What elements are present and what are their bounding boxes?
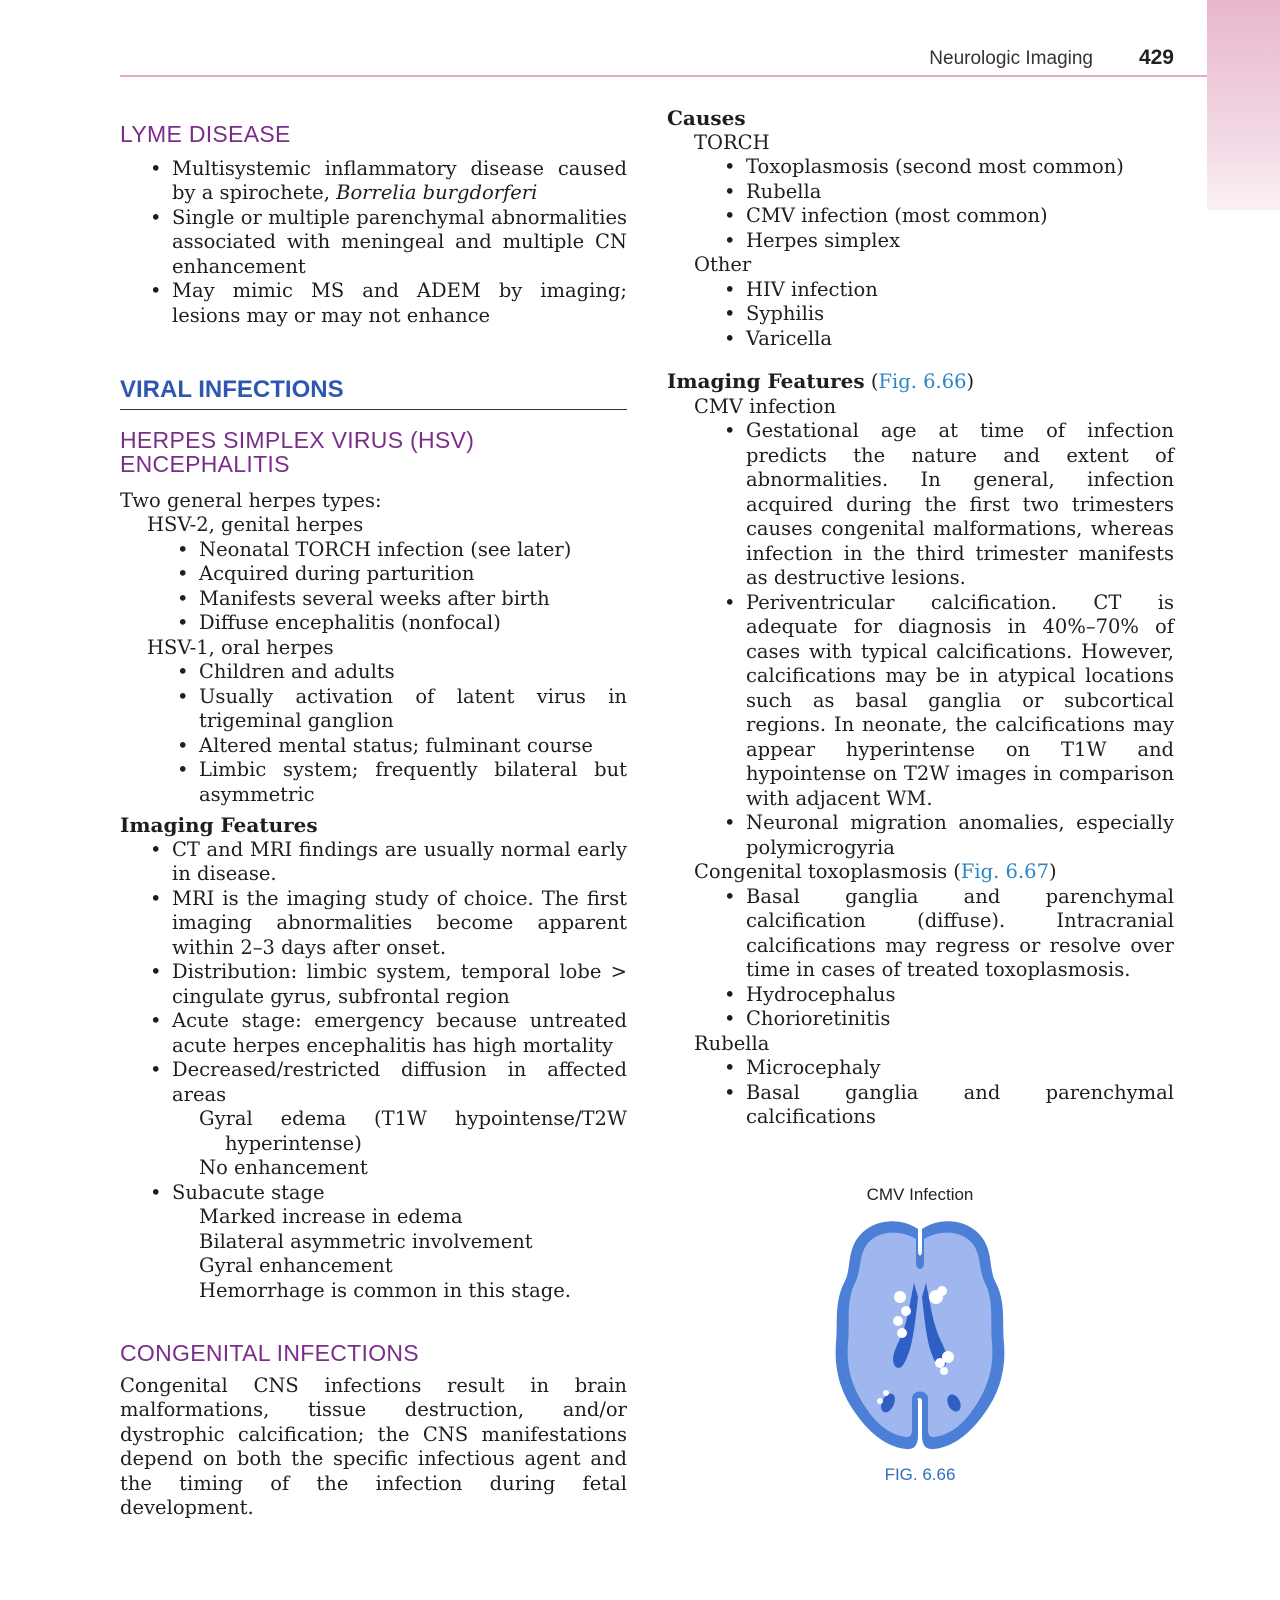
list-item: • Basal ganglia and parenchymal calcification (diffuse). Intracranial calcifications may regress or resolve over time in cases of treated toxoplasmosis. — [746, 885, 1174, 983]
cmv-list — [746, 419, 1174, 860]
rubella-label: Rubella — [694, 1031, 770, 1055]
subacute-list — [172, 1181, 627, 1206]
running-head: Neurologic Imaging — [929, 48, 1093, 69]
list-item: • Acquired during parturition — [199, 562, 627, 587]
list-item: • Chorioretinitis — [746, 1007, 1174, 1032]
list-item: • MRI is the imaging study of choice. The first imaging abnormalities become apparent within 2–3 days after onset. — [172, 887, 627, 961]
list-item: • Neuronal migration anomalies, especially polymicrogyria — [746, 811, 1174, 860]
list-item: • Herpes simplex — [746, 229, 1174, 254]
figure-label: FIG. 6.66 — [884, 1465, 956, 1484]
list-item: • Periventricular calcification. CT is adequate for diagnosis in 40%–70% of cases with typical calcifications. However, calcifications may be in atypical locations such as basal ganglia or subcortical regions. In neonate, the calcifications may appear hyperintense on T1W and hypointense on T2W images in comparison with adjacent WM. — [746, 591, 1174, 812]
list-item: • Varicella — [746, 327, 1174, 352]
other-list — [746, 278, 1174, 352]
left-column — [120, 122, 627, 1521]
hsv1-list — [199, 660, 627, 807]
header-rule — [120, 75, 1207, 77]
list-item: • Decreased/restricted diffusion in affected areas — [172, 1058, 627, 1107]
lyme-heading: LYME DISEASE — [120, 121, 291, 147]
causes-heading: Causes — [667, 106, 746, 130]
list-item: • Single or multiple parenchymal abnormalities associated with meningeal and multiple CN enhancement — [172, 206, 627, 280]
subacute-sub-item: Marked increase in edema — [199, 1205, 463, 1228]
hsv-intro: Two general herpes types: — [120, 488, 382, 512]
list-item: • HIV infection — [746, 278, 1174, 303]
figure-cmv — [830, 1185, 1010, 1485]
list-item: • Usually activation of latent virus in trigeminal ganglion — [199, 685, 627, 734]
brain-illustration — [830, 1211, 1010, 1461]
fig-667-link[interactable]: Fig. 6.67 — [960, 860, 1049, 883]
torch-label: TORCH — [694, 130, 770, 154]
list-item: • Neonatal TORCH infection (see later) — [199, 538, 627, 563]
list-item: • Altered mental status; fulminant course — [199, 734, 627, 759]
list-item: • Rubella — [746, 180, 1174, 205]
list-item: • Limbic system; frequently bilateral but asymmetric — [199, 758, 627, 807]
viral-heading: VIRAL INFECTIONS — [120, 378, 627, 410]
imaging-list — [172, 838, 627, 1108]
acute-sub-item: No enhancement — [199, 1156, 368, 1179]
list-item: • Basal ganglia and parenchymal calcifications — [746, 1081, 1174, 1130]
right-column — [667, 106, 1174, 1130]
fig-666-link[interactable]: Fig. 6.66 — [878, 370, 967, 393]
hsv-heading: HERPES SIMPLEX VIRUS (HSV) ENCEPHALITIS — [120, 426, 475, 477]
hsv1-label: HSV-1, oral herpes — [147, 635, 334, 659]
imaging-features-heading: Imaging Features (Fig. 6.66) — [667, 369, 975, 393]
acute-sub-item: Gyral edema (T1W hypointense/T2W hyperintense) — [199, 1107, 627, 1155]
list-item: • CMV infection (most common) — [746, 204, 1174, 229]
list-item: • Multisystemic inflammatory disease caused by a spirochete, Borrelia burgdorferi — [172, 157, 627, 206]
other-label: Other — [694, 253, 752, 276]
list-item: • Distribution: limbic system, temporal lobe > cingulate gyrus, subfrontal region — [172, 960, 627, 1009]
page-number: 429 — [1138, 46, 1174, 69]
congenital-heading: CONGENITAL INFECTIONS — [120, 1340, 419, 1366]
list-item: • Acute stage: emergency because untreated acute herpes encephalitis has high mortality — [172, 1009, 627, 1058]
hsv2-label: HSV-2, genital herpes — [147, 513, 364, 536]
list-item: • Manifests several weeks after birth — [199, 587, 627, 612]
list-item: • Gestational age at time of infection predicts the nature and extent of abnormalities. In general, infection acquired during the first two trimesters causes congenital malformations, whereas infection in the third trimester manifests as destructive lesions. — [746, 419, 1174, 591]
chapter-tab — [1207, 0, 1280, 210]
torch-list — [746, 155, 1174, 253]
list-item: • Children and adults — [199, 660, 627, 685]
figure-title: CMV Infection — [866, 1185, 974, 1204]
list-item: • Hydrocephalus — [746, 983, 1174, 1008]
list-item: • May mimic MS and ADEM by imaging; lesions may or may not enhance — [172, 279, 627, 328]
cmv-label: CMV infection — [694, 394, 837, 418]
subacute-sub-item: Bilateral asymmetric involvement — [199, 1229, 533, 1253]
congenital-text: Congenital CNS infections result in brain malformations, tissue destruction, and/or dystrophic calcification; the CNS manifestations depend on both the specific infectious agent and the timing of the infection during fetal development. — [120, 1373, 627, 1519]
lyme-list — [172, 157, 627, 329]
list-item: • Toxoplasmosis (second most common) — [746, 155, 1174, 180]
list-item: • Diffuse encephalitis (nonfocal) — [199, 611, 627, 636]
list-item: • Subacute stage — [172, 1181, 627, 1206]
rubella-list — [746, 1056, 1174, 1130]
subacute-sub-item: Gyral enhancement — [199, 1254, 393, 1277]
hsv2-list — [199, 538, 627, 636]
imaging-heading: Imaging Features — [120, 813, 318, 837]
list-item: • Syphilis — [746, 302, 1174, 327]
subacute-sub-item: Hemorrhage is common in this stage. — [199, 1278, 571, 1302]
toxo-label: Congenital toxoplasmosis (Fig. 6.67) — [694, 860, 1057, 883]
list-item: • Microcephaly — [746, 1056, 1174, 1081]
list-item: • CT and MRI findings are usually normal early in disease. — [172, 838, 627, 887]
toxo-list — [746, 885, 1174, 1032]
